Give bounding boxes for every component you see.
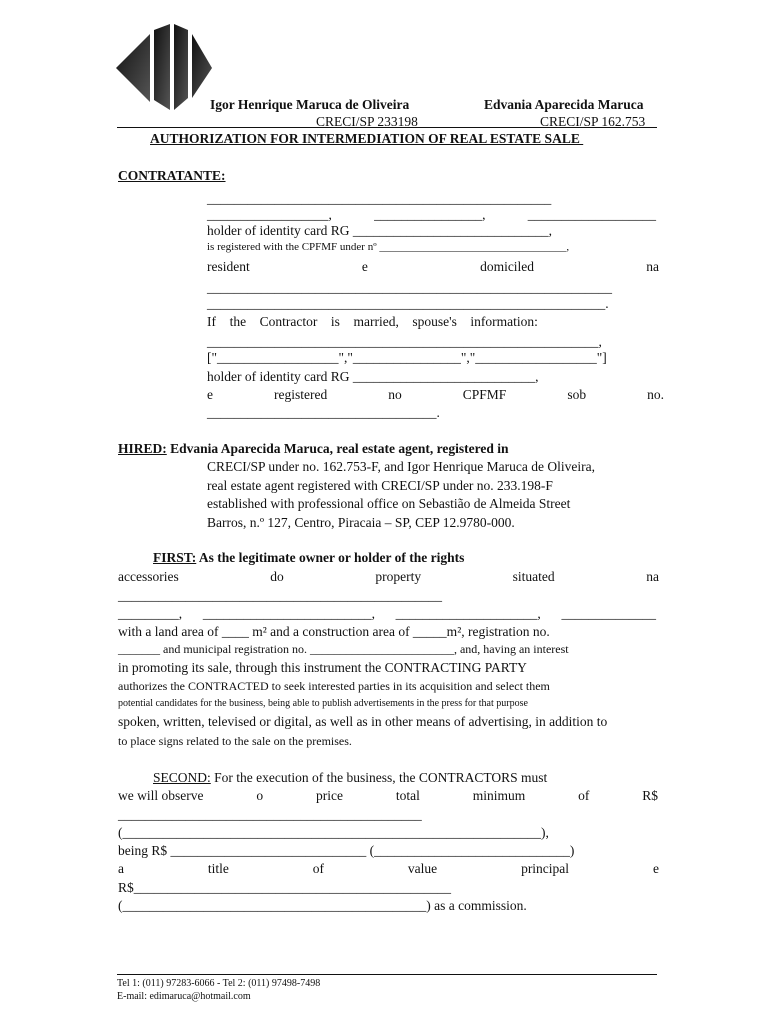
- second-line-6: R$_______________________________________________: [118, 880, 452, 895]
- second-line-7: (_____________________________________________) as a commission.: [118, 898, 527, 913]
- second-line-4: being R$ _____________________________ (_____________________________): [118, 843, 575, 858]
- contratante-address-2: ___________________________________________________________.: [207, 296, 609, 311]
- second-line-1: we will observe o price total minimum of R$: [118, 788, 658, 803]
- spouse-cpf-blank: __________________________________.: [207, 405, 440, 420]
- second-line-5: a title of value principal e: [118, 861, 659, 876]
- hired-line-4: Barros, n.º 127, Centro, Piracaia – SP, CEP 12.9780-000.: [207, 515, 515, 530]
- contratante-label: CONTRATANTE:: [118, 168, 226, 183]
- spouse-line-2: ["__________________","________________","__________________"]: [207, 350, 607, 365]
- footer-email: E-mail: edimaruca@hotmail.com: [117, 991, 251, 1002]
- first-line-3: _________, _________________________, _____________________, ______________: [118, 606, 656, 621]
- contratante-line-1: ___________________________________________________: [207, 191, 552, 206]
- agent1-creci: CRECI/SP 233198: [316, 114, 418, 129]
- spouse-line-1: __________________________________________________________,: [207, 334, 602, 349]
- second-line-2: _____________________________________________: [118, 807, 422, 822]
- first-line-4: with a land area of ____ m² and a construction area of _____m², registration no.: [118, 624, 550, 639]
- contratante-line-2: __________________, ________________, ___________________: [207, 207, 656, 222]
- second-heading: SECOND: For the execution of the business, the CONTRACTORS must: [153, 770, 548, 785]
- header-rule: [117, 127, 657, 128]
- hired-heading: HIRED: Edvania Aparecida Maruca, real estate agent, registered in: [118, 441, 509, 456]
- first-line-7: authorizes the CONTRACTED to seek interested parties in its acquisition and select them: [118, 679, 550, 693]
- first-line-5: _______ and municipal registration no. ________________________, and, having an interest: [118, 642, 569, 656]
- first-line-1: accessories do property situated na: [118, 569, 659, 584]
- first-line-8: potential candidates for the business, being able to publish advertisements in the press for that purpose: [118, 698, 528, 709]
- first-line-6: in promoting its sale, through this instrument the CONTRACTING PARTY: [118, 660, 527, 675]
- document-title: AUTHORIZATION FOR INTERMEDIATION OF REAL ESTATE SALE: [150, 131, 584, 146]
- first-heading: FIRST: As the legitimate owner or holder of the rights: [153, 550, 465, 565]
- contratante-cpf: is registered with the CPFMF under nº __________________________________,: [207, 241, 570, 253]
- hired-line-2: real estate agent registered with CRECI/SP under no. 233.198-F: [207, 478, 553, 493]
- hired-line-3: established with professional office on Sebastião de Almeida Street: [207, 496, 571, 511]
- contratante-address-1: ____________________________________________________________: [207, 280, 612, 295]
- agent2-name: Edvania Aparecida Maruca: [484, 97, 644, 112]
- contratante-spouse-heading: If the Contractor is married, spouse's information:: [207, 314, 538, 329]
- footer-phones: Tel 1: (011) 97283-6066 - Tel 2: (011) 97498-7498: [117, 978, 321, 989]
- second-line-3: (______________________________________________________________),: [118, 825, 549, 840]
- footer-rule: [117, 974, 657, 975]
- contratante-resident: resident e domiciled na: [207, 259, 659, 274]
- agent2-creci: CRECI/SP 162.753: [540, 114, 646, 129]
- agent1-name: Igor Henrique Maruca de Oliveira: [210, 97, 410, 112]
- first-line-10: to place signs related to the sale on the premises.: [118, 734, 352, 748]
- contratante-rg: holder of identity card RG _____________________________,: [207, 223, 552, 238]
- spouse-rg: holder of identity card RG ___________________________,: [207, 369, 539, 384]
- company-logo: [116, 24, 212, 110]
- hired-line-1: CRECI/SP under no. 162.753-F, and Igor Henrique Maruca de Oliveira,: [207, 459, 595, 474]
- first-line-9: spoken, written, televised or digital, as well as in other means of advertising, in addition to: [118, 714, 608, 729]
- spouse-cpf: e registered no CPFMF sob no.: [207, 387, 664, 402]
- first-line-2: ________________________________________________: [118, 588, 442, 603]
